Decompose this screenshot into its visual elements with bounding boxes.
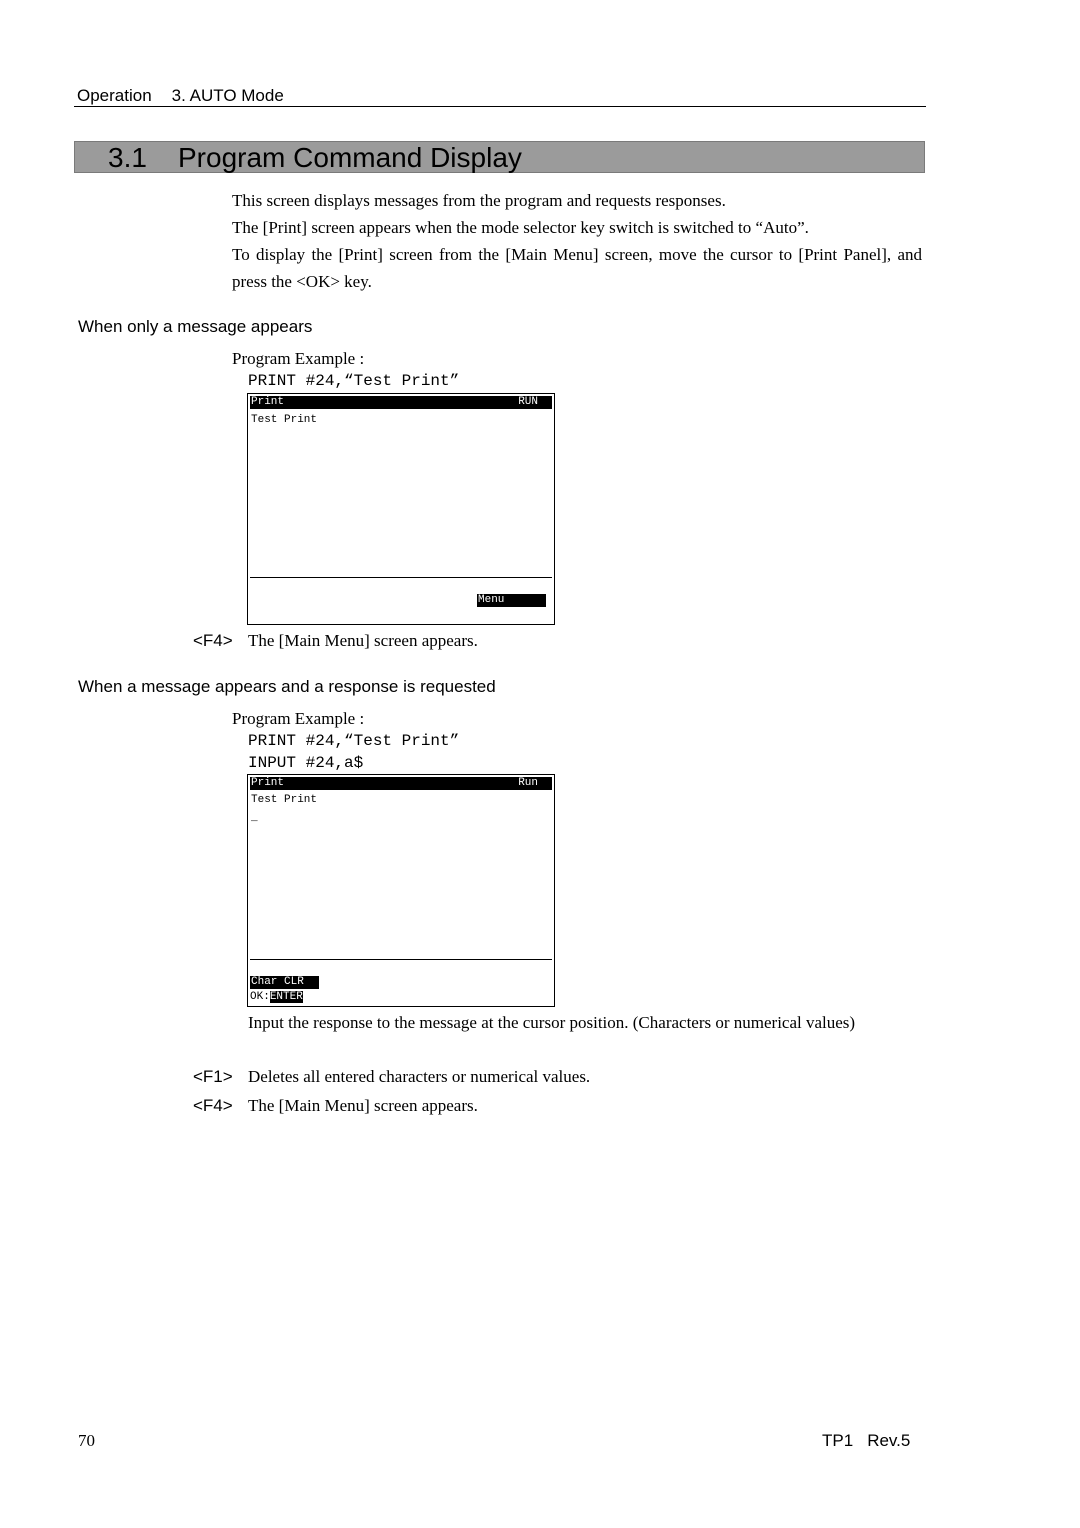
section-number: 3.1 — [108, 142, 147, 173]
doc-name: TP1 — [822, 1431, 854, 1450]
enter-button[interactable]: ENTER — [269, 991, 303, 1003]
case2-code-line-2: INPUT #24,a$ — [248, 754, 364, 772]
screen-status: RUN — [518, 396, 538, 408]
f4-menu-button[interactable]: Menu — [477, 594, 546, 607]
header-rule — [74, 106, 926, 107]
screen-title-bar — [250, 396, 552, 409]
print-screen-input-request — [247, 774, 555, 1007]
ok-enter-hint — [250, 991, 303, 1004]
intro-paragraph-3: To display the [Print] screen from the [Main Menu] screen, move the cursor to [Print Panel], and press the <OK> key. — [232, 245, 922, 291]
ok-prefix: OK: — [250, 991, 270, 1003]
case2-example-label: Program Example : — [232, 709, 365, 728]
screen-status: Run — [518, 777, 538, 789]
screen-message: Test Print — [251, 794, 318, 806]
case2-heading: When a message appears and a response is requested — [78, 677, 496, 696]
case1-key-f4 — [193, 631, 478, 651]
case1-heading: When only a message appears — [78, 317, 313, 336]
case1-code-line: PRINT #24,“Test Print” — [248, 372, 460, 390]
case2-key-f4 — [193, 1096, 478, 1116]
key-description: Deletes all entered characters or numerical values. — [248, 1067, 591, 1086]
doc-revision: Rev.5 — [867, 1431, 911, 1450]
screen-title: Print — [251, 777, 285, 789]
key-name: <F4> — [193, 1096, 233, 1115]
screen-title: Print — [251, 396, 285, 408]
screen-divider — [250, 577, 552, 578]
key-name: <F1> — [193, 1067, 233, 1086]
header-chapter: Operation — [77, 86, 152, 105]
screen-message: Test Print — [251, 414, 318, 426]
section-heading — [74, 141, 925, 173]
key-description: The [Main Menu] screen appears. — [248, 631, 478, 650]
page-number: 70 — [78, 1431, 95, 1450]
case2-code-line-1: PRINT #24,“Test Print” — [248, 732, 460, 750]
header-section: 3. AUTO Mode — [171, 86, 284, 105]
case2-key-f1 — [193, 1067, 590, 1087]
f1-char-clr-button[interactable]: Char CLR — [250, 976, 319, 989]
intro-paragraph-2: The [Print] screen appears when the mode selector key switch is switched to “Auto”. — [232, 218, 809, 237]
document-id — [822, 1431, 910, 1451]
running-header — [77, 86, 304, 106]
key-name: <F4> — [193, 631, 233, 650]
input-cursor[interactable]: _ — [251, 812, 258, 824]
print-screen-message-only — [247, 393, 555, 625]
case2-note: Input the response to the message at the cursor position. (Characters or numerical values) — [248, 1013, 856, 1032]
intro-paragraph-1: This screen displays messages from the program and requests responses. — [232, 191, 726, 210]
key-description: The [Main Menu] screen appears. — [248, 1096, 478, 1115]
case1-example-label: Program Example : — [232, 349, 365, 368]
screen-title-bar — [250, 777, 552, 790]
screen-divider — [250, 959, 552, 960]
section-title: Program Command Display — [178, 142, 522, 173]
